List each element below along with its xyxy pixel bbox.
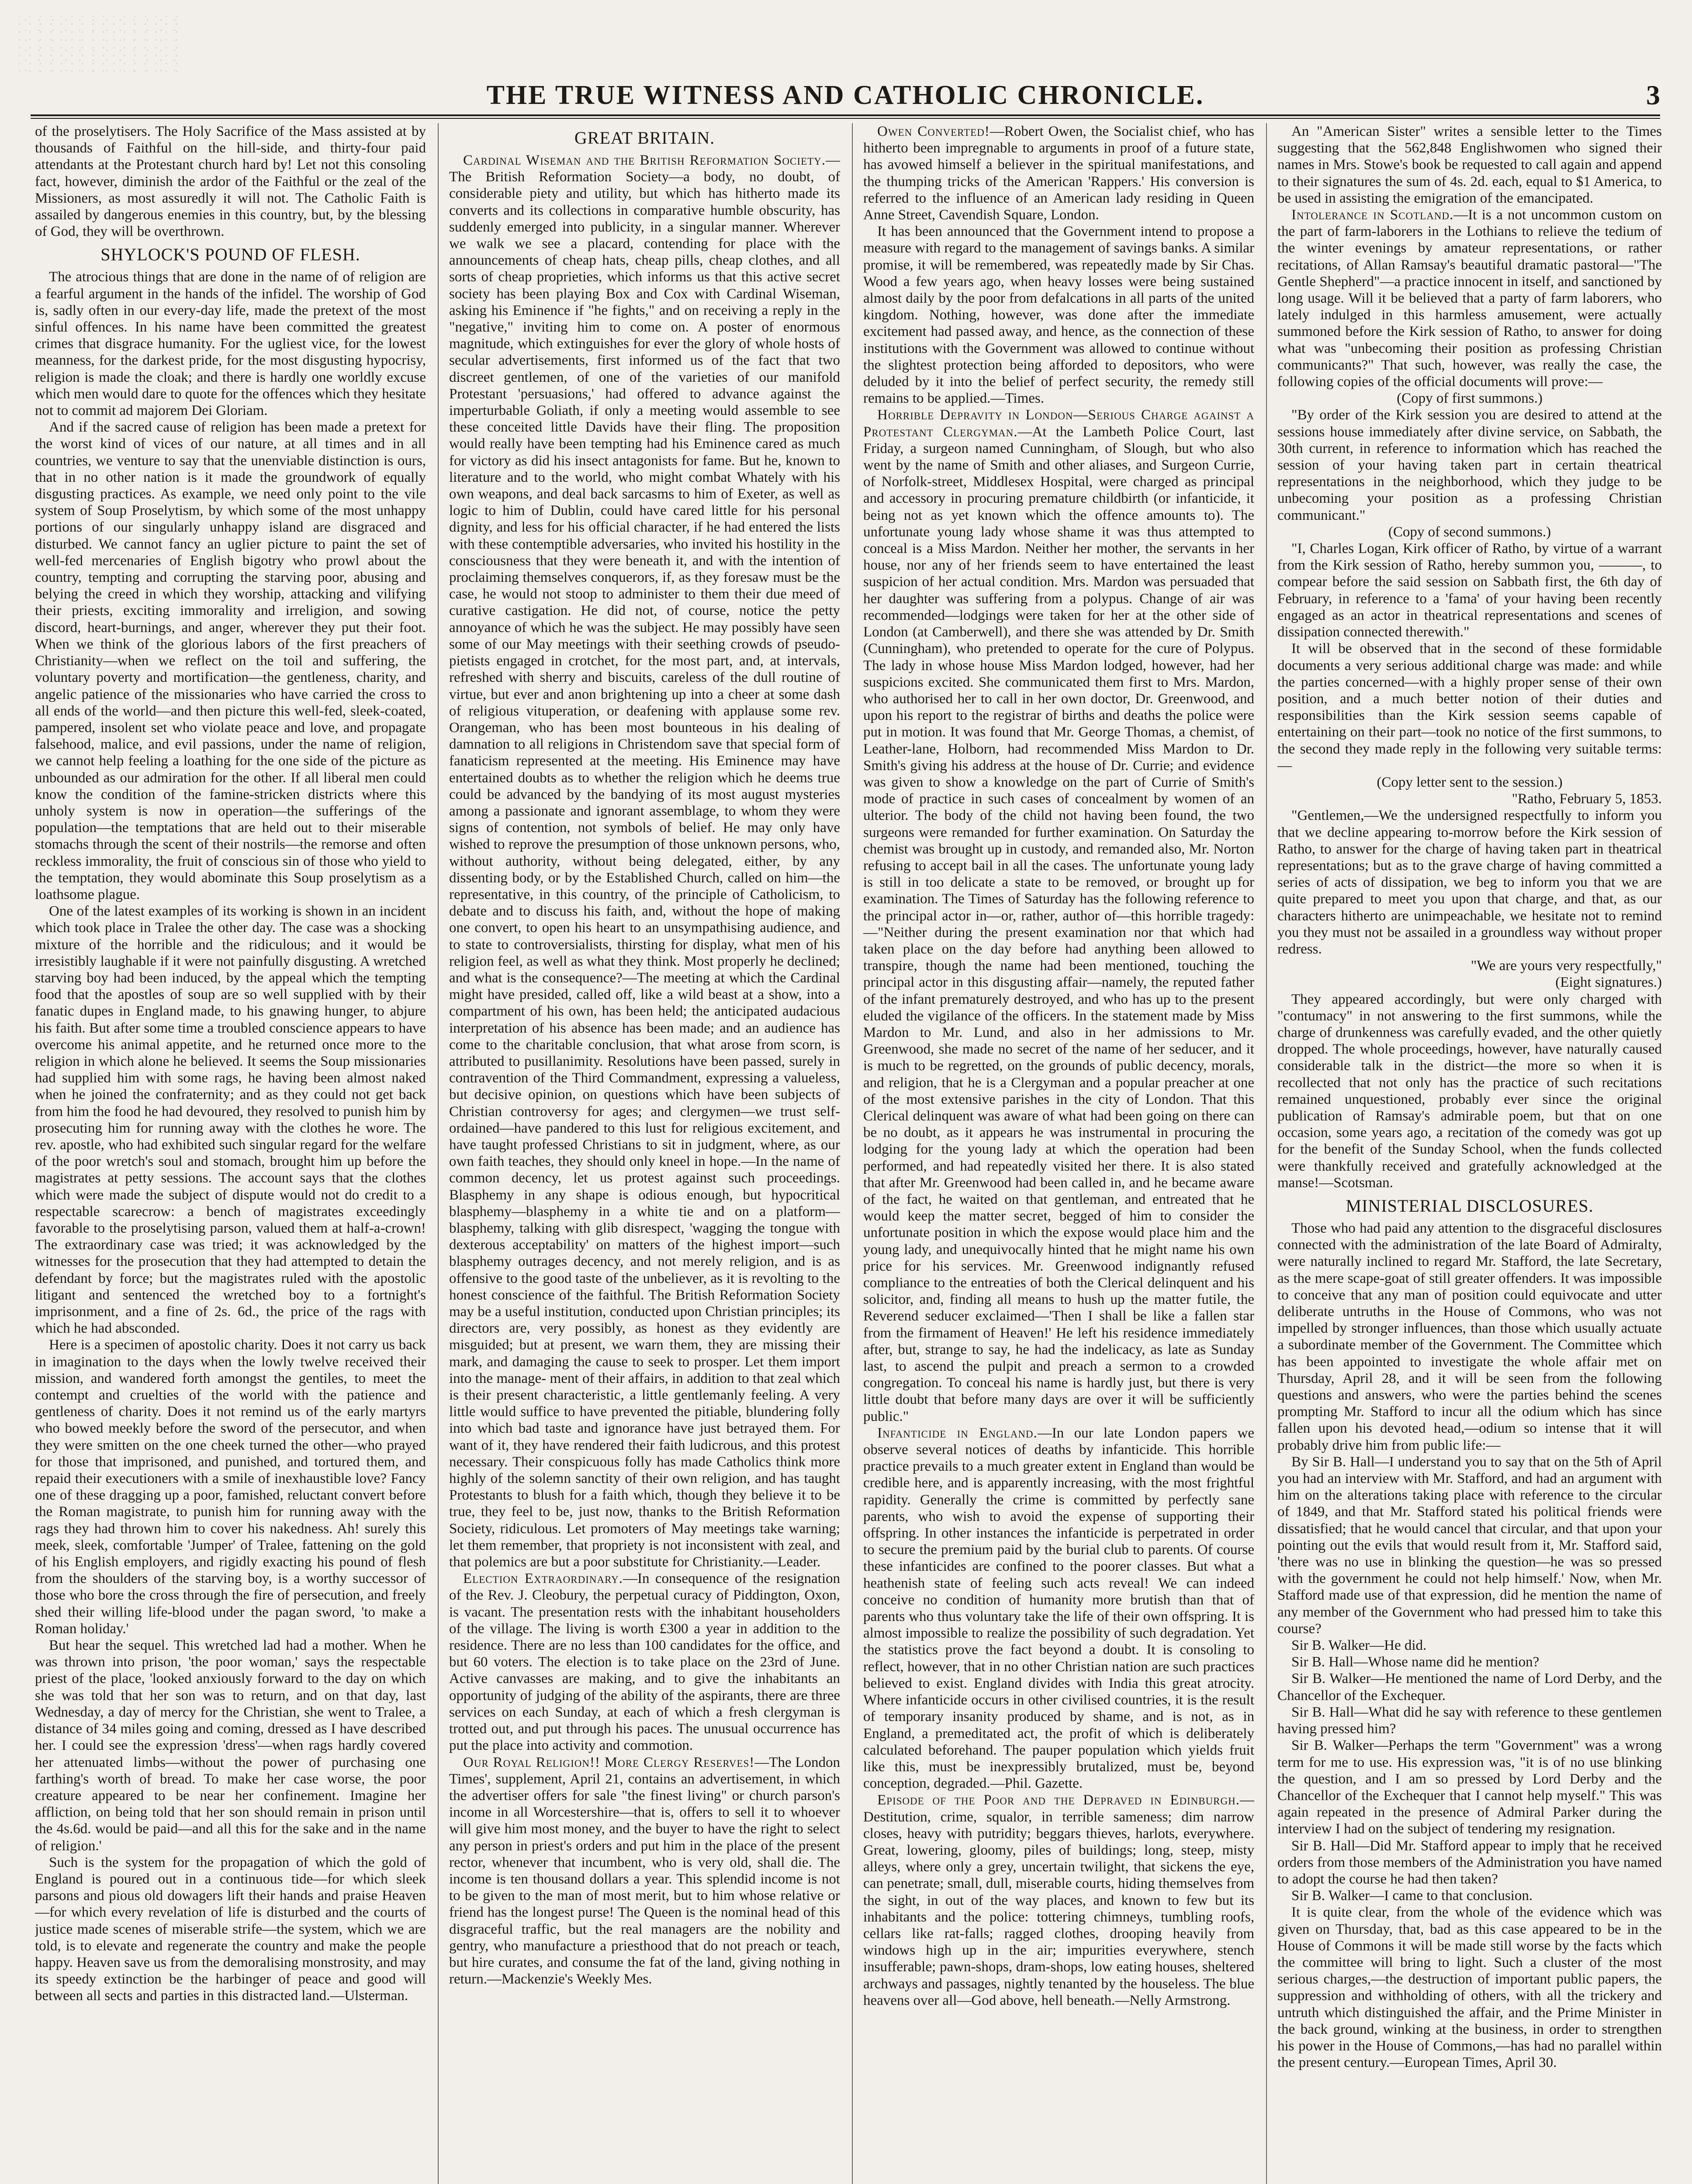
- testimony-line: Sir B. Walker—He did.: [1291, 1638, 1427, 1654]
- scan-speckle: [17, 13, 183, 74]
- paragraph: The atrocious things that are done in the name of of religion are a fearful argument in the hands of the infidel. The worship of God is, sadly often in our every-day life, made the pretext of the most sinful offences. In his name have been committed the greatest crimes that disgrace humanity. For the ugliest vice, for the lowest meanness, for the darkest pride, for the most disgusting hypocrisy, religion is made the cloak; and there is hardly one worldly excuse which men would dare to quote for the offences which they hesitate not to commit ad majorem Dei Gloriam.: [35, 269, 426, 419]
- column-divider: [1266, 123, 1267, 2184]
- testimony-line: Sir B. Walker—Perhaps the term "Government" was a wrong term for me to use. His expression was, "it is of no use blinking the question, and I am so pressed by Lord Derby and the Chancellor of the Exchequer that I cannot help myself." This was again repeated in the presence of Admiral Parker during the interview I had on the subject of tendering my resignation.: [1277, 1738, 1662, 1837]
- testimony-line: By Sir B. Hall—I understand you to say that on the 5th of April you had an interview with Mr. Stafford, and had an argument with him on the alterations taking place with reference to the circular of 1849, and that Mr. Stafford stated his political friends were dissatisfied; that he would cancel that circular, and that upon your pointing out the evils that would result from it, Mr. Stafford said, 'there was no use in blinking the question—he was so pressed with the government he could not help himself.' Now, when Mr. Stafford made use of that expression, did he mention the name of any member of the Government who had pressed him to take this course?: [1277, 1454, 1662, 1637]
- item-lead: Our Royal Religion!! More Clergy Reserves!: [463, 1754, 755, 1770]
- item-text: —Destitution, crime, squalor, in terrible sameness; dim narrow closes, heavy with putridity; beggars thieves, harlots, everywhere. Great, lowering, gloomy, piles of buildings; long, steep, misty alleys, where only a grey, uncertain twilight, that sickens the eye, can penetrate; small, dull, miserable courts, hiding themselves from the sight, in out of the way places, and known to few but its inhabitants and the police: tottering chimneys, tumbling roofs, cellars like rat-falls; ragged clothes, drooping heavily from windows high up in the air; impurities everywhere, stench insufferable; pawn-shops, dram-shops, low eating houses, sheltered archways and passages, nightly tenanted by the houseless. The blue heavens over all—God above, hell beneath.—Nelly Armstrong.: [863, 1792, 1254, 2008]
- paragraph: But hear the sequel. This wretched lad had a mother. When he was thrown into prison, 'the poor woman,' says the respectable priest of the place, 'looked anxiously forward to the day on which she was told that her son was to return, and on that day, last Wednesday, a day of mercy for the Christian, she went to Tralee, a distance of 34 miles going and coming, dressed as I have described her. I could see the expression 'dress'—when rags hardly covered her attenuated limbs—without the power of purchasing one farthing's worth of bread. To make her case worse, the poor creature appeared to be near her confinement. Imagine her affliction, on being told that her son should remain in prison until the 4s.6d. would be paid—and all this for the sake and in the name of religion.': [35, 1638, 426, 1854]
- paragraph: [863, 123, 1254, 223]
- quoted-document: "Gentlemen,—We the undersigned respectfully to inform you that we decline appearing to-morrow before the Kirk session of Ratho, to answer for the charge of having taken part in theatrical representations; but as to the grave charge of having committed a series of acts of dissipation, we beg to inform you that we are quite prepared to meet you upon that charge, and that, as our characters hitherto are unimpeachable, we hesitate not to remind you they must not be assailed in a groundless way without proper redress.: [1277, 808, 1662, 957]
- paragraph: Here is a specimen of apostolic charity. Does it not carry us back in imagination to the days when the lowly twelve received their mission, and wandered forth amongst the gentiles, to meet the contempt and cruelties of the world with the patience and gentleness of charity. Does it not remind us of the early martyrs who bowed meekly before the sword of the persecutor, and when they were smitten on the one cheek turned the other—who prayed for those that imprisoned, and punished, and tortured them, and repaid their executioners with a smile of inexhaustible love? Fancy one of these dragging up a poor, famished, reluctant convert before the Roman magistrate, to punish him for running away with the rags they had thrown him to cover his nakedness. Ah! surely this meek, sleek, comfortable 'Jumper' of Tralee, fattening on the gold of his English employers, and rigidly exacting his pound of flesh from the shoulders of the starving boy, is a worthy successor of those who bore the cross through the fire of persecution, and freely shed their willing life-blood under the pagan sword, 'to make a Roman holiday.': [35, 1337, 426, 1637]
- item-lead: Cardinal Wiseman and the British Reformation Society.: [463, 152, 826, 168]
- masthead: [31, 78, 1660, 113]
- testimony-line: Sir B. Hall—Whose name did he mention?: [1291, 1654, 1540, 1670]
- article-headline: MINISTERIAL DISCLOSURES.: [1346, 1196, 1594, 1216]
- item-text: —Robert Owen, the Socialist chief, who has hitherto been impregnable to arguments in proof of a future state, has avowed himself a believer in the spiritual manifestations, and the thumping tricks of the American 'Rappers.' His conversion is referred to the influence of an American lady residing in Queen Anne Street, Cavendish Square, London.: [863, 124, 1254, 223]
- paragraph: An "American Sister" writes a sensible letter to the Times suggesting that the 562,848 Englishwomen who signed their names in Mrs. Stowe's book be requested to call again and append to their signatures the sum of 4s. 2d. each, equal to $1 America, to be used in assisting the emigration of the emancipated.: [1277, 124, 1662, 206]
- document-caption: (Copy of first summons.): [1397, 390, 1543, 407]
- article-headline: SHYLOCK'S POUND OF FLESH.: [100, 245, 360, 265]
- item-text: —In consequence of the resignation of the Rev. J. Cleobury, the perpetual curacy of Piddington, Oxon, is vacant. The presentation rests with the inhabitant householders of the village. The living is worth £300 a year in addition to the residence. There are no less than 100 candidates for the office, and but 60 voters. The election is to take place on the 23rd of June. Active canvasses are making, and to give the inhabitants an opportunity of judging of the ability of the aspirants, there are three services on each Sunday, at each of which a fresh clergyman is trotted out, and put through his paces. The unusual occurrence has put the place into activity and commotion.: [449, 1571, 840, 1754]
- paragraph: Such is the system for the propagation of which the gold of England is poured out in a continuous tide—for which sleek parsons and pious old dowagers lift their hands and praise Heaven—for which every revelation of life is disturbed and the courts of justice made scenes of miserable strife—the system, which we are told, is to elevate and regenerate the country and make the people happy. Heaven save us from the demoralising monstrosity, and may its speedy extinction be the harbinger of peace and good will between all sects and parties in this distracted land.—Ulsterman.: [35, 1854, 426, 2004]
- testimony-line: Sir B. Hall—What did he say with reference to these gentlemen having pressed him?: [1277, 1704, 1662, 1737]
- newspaper-title: THE TRUE WITNESS AND CATHOLIC CHRONICLE.: [486, 80, 1204, 110]
- paragraph: [449, 1754, 840, 1988]
- paragraph: of the proselytisers. The Holy Sacrifice of the Mass assisted at by thousands of Faithful on the hill-side, and thirty-four paid attendants at the Protestant church hard by! Let not this consoling fact, however, diminish the ardor of the Faithful or the zeal of the Missioners, as most assuredly it will not. The Catholic Faith is assailed by dangerous enemies in this country, but, by the blessing of God, they will be overthrown.: [35, 124, 426, 240]
- column-divider: [852, 123, 853, 2184]
- paragraph: [449, 1570, 840, 1754]
- paragraph: It has been announced that the Government intend to propose a measure with regard to the management of savings banks. A similar promise, it will be remembered, was repeatedly made by Sir Chas. Wood a few years ago, when heavy losses were being sustained almost daily by the poor from defalcations in all parts of the united kingdom. Nothing, however, was done after the immediate excitement had passed away, and hence, as the connection of these institutions with the Government was allowed to continue without the slightest protection being afforded to depositors, who were deluded by it into the belief of perfect security, the remedy still remains to be applied.—Times.: [863, 224, 1254, 407]
- paragraph: [863, 1792, 1254, 2009]
- letter-signatures: (Eight signatures.): [1555, 975, 1662, 991]
- column-2: [449, 123, 840, 2184]
- item-lead: Episode of the Poor and the Depraved in Edinburgh.: [877, 1792, 1240, 1808]
- item-lead: Intolerance in Scotland.: [1291, 207, 1454, 223]
- item-text: —It is a not uncommon custom on the part of farm-laborers in the Lothians to relieve the tedium of the winter evenings by amateur representations, or rather recitations, of Allan Ramsay's beautiful dramatic pastoral—"The Gentle Shepherd"—a practice innocent in itself, and sanctioned by long usage. Will it be believed that a party of farm laborers, who lately indulged in this harmless amusement, were actually summoned before the Kirk session of Ratho, to answer for doing what was "unbecoming their position as professing Christian communicants?" That such, however, was really the case, the following copies of the official documents will prove:—: [1277, 207, 1662, 390]
- paragraph: And if the sacred cause of religion has been made a pretext for the worst kind of vices of our nature, at all times and in all countries, we venture to say that the unenviable distinction is ours, that in no other nation is it made the groundwork of equally disgusting practices. As example, we need only point to the vile system of Soup Proselytism, by which some of the most unhappy portions of our singularly unhappy island are disgraced and disturbed. We cannot fancy an uglier picture to paint the set of well-fed mercenaries of English bigotry who prowl about the country, tempting and corrupting the starving poor, abusing and belying the creed in which they worship, attacking and vilifying their priests, exciting immorality and irreligion, and sowing discord, heart-burnings, and anger, wherever they put their foot. When we think of the glorious labors of the first preachers of Christianity—when we reflect on the toil and suffering, the voluntary poverty and mortification—the gentleness, charity, and angelic patience of the missionaries who have carried the cross to all ends of the world—and then picture this well-fed, sleek-coated, pampered, insolent set who violate peace and love, and propagate falsehood, malice, and evil passions, under the name of religion, we cannot help feeling a loathing for the one side of the picture as unbounded as our admiration for the other. If all liberal men could know the condition of the famine-stricken districts where this unholy system is now in operation—the sufferings of the population—the temptations that are held out to their miserable stomachs through the scent of their nostrils—the remorse and often reckless immorality, the fruit of conscious sin of those who yield to the temptation, they would abominate this Soup proselytism as a loathsome plague.: [35, 419, 426, 902]
- testimony-line: Sir B. Hall—Did Mr. Stafford appear to imply that he received orders from those members of the Administration you have named to adopt the course he had then taken?: [1277, 1838, 1662, 1887]
- column-4: [1277, 123, 1662, 2184]
- column-1: [35, 123, 426, 2184]
- section-headline: GREAT BRITAIN.: [574, 128, 715, 148]
- letter-closing: "We are yours very respectfully,": [1471, 958, 1662, 974]
- page-number: 3: [1646, 79, 1660, 111]
- paragraph: One of the latest examples of its working is shown in an incident which took place in Tralee the other day. The case was a shocking mixture of the horrible and the ridiculous; and it would be irresistibly laughable if it were not painfully disgusting. A wretched starving boy had been induced, by the appeal which the tempting food that the apostles of soup are so well supplied with by their fanatic dupes in England made, to his gnawing hunger, to abjure his faith. But after some time a troubled conscience appears to have overcome his animal appetite, and he returned once more to the religion in which alone he believed. It seems the Soup missionaries had supplied him with some rags, he having been almost naked when he joined the confraternity; and as they could not get back from him the food he had devoured, they resolved to punish him by prosecuting him for running away with the clothes he wore. The rev. apostle, who had exhibited such singular regard for the welfare of the poor wretch's soul and stomach, brought him up before the magistrates at petty sessions. The account says that the clothes which were made the subject of dispute would not do credit to a respectable scarecrow: a bench of magistrates exceedingly favorable to the proselytising parson, valued them at half-a-crown! The extraordinary case was tried; it was acknowledged by the witnesses for the prosecution that they had attempted to detain the defendant by force; but the magistrates ruled with the apostolic litigant and sentenced the wretched boy to a fortnight's imprisonment, and a fine of 2s. 6d., the price of the rags with which he had absconded.: [35, 903, 426, 1337]
- testimony-line: Sir B. Walker—He mentioned the name of Lord Derby, and the Chancellor of the Exchequer.: [1277, 1671, 1662, 1704]
- letter-date: "Ratho, February 5, 1853.: [1512, 791, 1662, 807]
- paragraph: They appeared accordingly, but were only charged with "contumacy" in not answering to the first summons, while the charge of drunkenness was carefully evaded, and the other quietly dropped. The whole proceedings, however, have naturally caused considerable talk in the district—the more so when it is recollected that not only has the practice of such recitations remained unquestioned, probably ever since the original publication of Ramsay's admirable poem, but that on one occasion, some years ago, a recitation of the comedy was got up for the benefit of the Sunday School, when the funds collected were thankfully received and gratefully acknowledged at the manse!—Scotsman.: [1277, 991, 1662, 1191]
- item-text: —At the Lambeth Police Court, last Friday, a surgeon named Cunningham, of Slough, but who also went by the name of Smith and other aliases, and Surgeon Currie, of Norfolk-street, Middlesex Hospital, were charged as principal and accessory in procuring premature childbirth (or infanticide, it being not as yet known which the offence amounts to). The unfortunate young lady whose shame it was thus attempted to conceal is a Miss Mardon. Neither her mother, the servants in her house, nor any of her friends seem to have entertained the least suspicion of her actual condition. Mrs. Mardon was persuaded that her daughter was suffering from a polypus. Change of air was recommended—lodgings were taken for her at the other side of London (at Camberwell), and there she was attended by Dr. Smith (Cunningham), who pretended to operate for the cure of Polypus. The lady in whose house Miss Mardon lodged, however, had her suspicions excited. She communicated them first to Mrs. Mardon, who authorised her to call in her own doctor, Dr. Greenwood, and upon his report to the registrar of births and deaths the police were put in motion. It was found that Mr. George Thomas, a chemist, of Leather-lane, Holborn, had recommended Miss Mardon to Dr. Smith's giving his address at the house of Dr. Currie; and evidence was given to show a knowledge on the part of Currie of Smith's mode of practice in such cases of concealment by women of an ulterior. The body of the child not having been found, the two surgeons were remanded for further examination. On Saturday the chemist was brought up in custody, and remanded also, Mr. Norton refusing to accept bail in all the cases. The unfortunate young lady is still in too delicate a state to be removed, or brought up for examination. The Times of Saturday has the following reference to the principal actor in—or, rather, author of—this horrible tragedy:—"Neither during the present examination nor that which had taken place on the day before had anything been allowed to transpire, though the name had been mentioned, touching the principal actor in this disgusting affair—namely, the reputed father of the infant prematurely destroyed, and who has up to the present eluded the vigilance of the officers. In the statement made by Miss Mardon to Mr. Lund, and also in her admissions to Mr. Greenwood, she made no secret of the name of her seducer, and it is much to be regretted, on the grounds of public decency, morals, and religion, that he is a Clergyman and a popular preacher at one of the most extensive parishes in the city of London. That this Clerical delinquent was aware of what had been going on there can be no doubt, as it appears he was instrumental in procuring the lodging for the young lady at which the operation had been performed, and had repeatedly visited her there. It is also stated that after Mr. Greenwood had been called in, and he became aware of the fact, he waited on that gentleman, and entreated that he would keep the matter secret, begged of him to consider the unfortunate position in which the expose would place him and the young lady, and unequivocally hinted that he might name his own price for his services. Mr. Greenwood indignantly refused compliance to the entreaties of both the Clerical delinquent and his solicitor, and, finding all means to hush up the matter futile, the Reverend seducer exclaimed—'Then I shall be like a fallen star from the firmament of Heaven!' He left his residence immediately after, but, strange to say, he had the indelicacy, as late as Sunday last, to ascend the pulpit and preach a sermon to a crowded congregation. To conceal his name is hardly just, but there is very little doubt that before many days are over it will be sufficiently public.": [863, 424, 1254, 1424]
- column-3: [863, 123, 1254, 2184]
- paragraph: It will be observed that in the second of these formidable documents a very serious additional charge was made: and while the parties concerned—with a highly proper sense of their own position, and a much better notion of their duties and responsibilities than the Kirk session seems capable of entertaining on their part—took no notice of the first summons, to the second they made reply in the following very suitable terms:—: [1277, 641, 1662, 774]
- paragraph: [449, 152, 840, 1570]
- quoted-document: "I, Charles Logan, Kirk officer of Ratho, by virtue of a warrant from the Kirk session of Ratho, hereby summon you, ———, to compear before the said session on Sabbath first, the 6th day of February, in reference to a 'fama' of your having been recently engaged as an actor in theatrical representations and scenes of dissipation connected therewith.": [1277, 541, 1662, 640]
- masthead-rule: [31, 114, 1660, 116]
- paragraph: [863, 407, 1254, 1424]
- paragraph: Those who had paid any attention to the disgraceful disclosures connected with the administration of the late Board of Admiralty, were naturally inclined to regard Mr. Stafford, the late Secretary, as the mere scape-goat of still greater offenders. It was impossible to conceive that any man of position could equivocate and utter deliberate untruths in the House of Commons, who was not impelled by stronger influences, than those which usually actuate a subordinate member of the Government. The Committee which has been appointed to investigate the whole affair met on Thursday, April 28, and it will be seen from the following questions and answers, who were the parties behind the scenes prompting Mr. Stafford to incur all the odium which has since fallen upon his devoted head,—odium so intense that it will probably drive him from public life:—: [1277, 1220, 1662, 1453]
- item-lead: Horrible Depravity in London—Serious Charge against a Protestant Clergyman.: [863, 407, 1254, 440]
- item-text: —The London Times', supplement, April 21, contains an advertisement, in which the advertiser offers for sale "the finest living" or church parson's income in all Worcestershire—that is, offers to sell it to whoever will give him most money, and the buyer to have the right to select any person in priest's orders and put him in the place of the present rector, whenever that incumbent, who is very old, shall die. The income is ten thousand dollars a year. This splendid income is not to be given to the man of most merit, but to him whose relative or friend has the longest purse! The Queen is the nominal head of this disgraceful traffic, but the real managers are the nobility and gentry, who manufacture a priesthood that do not preach or teach, but hire curates, and consume the fat of the land, giving nothing in return.—Mackenzie's Weekly Mes.: [449, 1754, 840, 1987]
- document-caption: (Copy of second summons.): [1388, 524, 1551, 540]
- quoted-document: "By order of the Kirk session you are desired to attend at the sessions house immediately after divine service, on Sabbath, the 30th current, in reference to information which has reached the session of your having taken part in certain theatrical representations in the neighborhood, which they judge to be unbecoming your position as a professing Christian communicant.": [1277, 407, 1662, 523]
- item-lead: Owen Converted!: [877, 124, 990, 139]
- column-divider: [438, 123, 439, 2184]
- masthead-rule-thin: [31, 118, 1660, 119]
- item-text: —The British Reformation Society—a body, no doubt, of considerable piety and utility, but which has hitherto made its converts and its collections in comparative humble obscurity, has suddenly emerged into publicity, in a singular manner. Wherever we walk we see a placard, contending for place with the announcements of cheap hats, cheap pills, cheap clothes, and all sorts of cheap proprieties, which informs us that this active secret society has been playing Box and Cox with Cardinal Wiseman, asking his Eminence if "he fights," and on receiving a reply in the "negative," inviting him to come on. A poster of enormous magnitude, which extinguishes for ever the glory of whole hosts of secular advertisements, first informed us of the fact that two discreet gentlemen, of one of the varieties of our manifold Protestant 'persuasions,' had offered to advance against the imperturbable Goliath, if only a meeting would assemble to see these conceited little Davids have their fling. The proposition would really have been tempting had his Eminence cared as much for victory as did his insect antagonists for fame. But he, known to literature and to the world, who might combat Whately with his own weapons, and deal back sarcasms to him of Exeter, as well as logic to him of Dublin, could have cared little for his personal dignity, and less for his official character, if he had entered the lists with these contemptible adversaries, who invited his hostility in the consciousness that they were beneath it, and with the intention of proclaiming themselves conquerors, if, as they foresaw must be the case, he would not stoop to administer to them their due meed of curative castigation. He did not, of course, notice the petty annoyance of which he was the subject. He may possibly have seen some of our May meetings with their seething crowds of pseudo-pietists engaged in crotchet, for the most part, and, at intervals, refreshed with sherry and biscuits, careless of the dull routine of virtue, but ever and anon brightening up into a cheer at some dash of religious vituperation, or deafening with applause some rev. Orangeman, who has been most bounteous in his dealing of damnation to all religions in Christendom save that special form of fanaticism represented at the meeting. His Eminence may have entertained doubts as to whether the religion which he deems true could be advanced by the bandying of its most august mysteries among a passionate and ignorant assemblage, to whom they were signs of contention, not symbols of belief. He may only have wished to reprove the presumption of those unknown persons, who, without authority, without being delegated, either, by any dissenting body, or by the Established Church, called on him—the representative, in this country, of the principle of Catholicism, to debate and to discuss his faith, and, without the hope of making one convert, to open his heart to an unsympathising audience, and to state to controversialists, thirsting for display, what men of his religion feel, as well as what they think. Most properly he declined; and what is the consequence?—The meeting at which the Cardinal might have presided, called off, like a wild beast at a show, into a compartment of his own, has been held; the anticipated audacious interpretation of his absence has been made; and an audience has come to the charitable conclusion, that what arose from scorn, is attributed to pusillanimity. Resolutions have been passed, surely in contravention of the Third Commandment, expressing a valueless, but decisive opinion, on questions which have been subjects of Christian controversy for ages; and clergymen—we trust self-ordained—have pandered to this lust for religious excitement, and have taught professed Christians to sit in judgment, where, as our own faith teaches, they should only kneel in hope.—In the name of common decency, let us protest against such proceedings. Blasphemy in any shape is odious enough, but hypocritical blasphemy—blasphemy in a white tie and on a platform—blasphemy, talking with glib disrespect, 'wagging the tongue with dexterous acceptability' on matters of the highest import—such blasphemy outrages decency, and not merely religion, and is as offensive to the good taste of the unbeliever, as it is revolting to the honest conscience of the faithful. The British Reformation Society may be a useful institution, conducted upon Christian principles; its directors are, very possibly, as honest as they evidently are misguided; but at present, we warn them, they are missing their mark, and damaging the cause to seek to prosper. Let them import into the manage- ment of their affairs, in addition to that zeal which is their present characteristic, a little gentlemanly feeling. A very little would suffice to have prevented the pitiable, blundering folly into which bad taste and ignorance have just betrayed them. For want of it, they have rendered their faith ludicrous, and this protest necessary. Their conspicuous folly has made Catholics think more highly of the solemn sanctity of their own religion, and has taught Protestants to blush for a faith which, though they believe it to be true, they feel to be, just now, thanks to the British Reformation Society, ridiculous. Let promoters of May meetings take warning; let them remember, that propriety is not inconsistent with zeal, and that polemics are but a poor substitute for Christianity.—Leader.: [449, 152, 840, 1570]
- testimony-line: Sir B. Walker—I came to that conclusion.: [1291, 1888, 1533, 1904]
- item-text: —In our late London papers we observe several notices of deaths by infanticide. This horrible practice prevails to a much greater extent in England than would be credible here, and is apparently increasing, with the most frightful rapidity. Generally the crime is committed by perfectly sane parents, who wish to avoid the expense of supporting their offspring. In other instances the infanticide is perpetrated in order to secure the premium paid by the burial club to parents. Of course these infanticides are confined to the poorer classes. But what a heathenish state of feeling such acts reveal! We can indeed conceive no condition of humanity more brutish than that of parents who thus voluntary take the life of their own offspring. It is almost impossible to realize the possibility of such degradation. Yet the statistics prove the fact beyond a doubt. It is consoling to reflect, however, that in no other Christian nation are such practices believed to exist. England divides with India this great atrocity. Where infanticide occurs in other civilised countries, it is the result of temporary insanity produced by shame, and is not, as in England, a premeditated act, the profit of which is deliberately calculated beforehand. The pauper population which yields fruit like this, must be inexpressibly brutalized, must be, beyond conception, degraded.—Phil. Gazette.: [863, 1425, 1254, 1792]
- paragraph: [1277, 207, 1662, 390]
- paragraph: [863, 1425, 1254, 1792]
- item-lead: Election Extraordinary.: [463, 1571, 623, 1587]
- paragraph: It is quite clear, from the whole of the evidence which was given on Thursday, that, bad as this case appeared to be in the House of Commons it will be made still worse by the facts which the committee will bring to light. Such a cluster of the most serious charges,—the destruction of important public papers, the suppression and withholding of others, with all the trickery and untruth which distinguished the affair, and the Prime Minister in the back ground, winking at the business, in order to strengthen his power in the House of Commons,—has had no parallel within the present century.—European Times, April 30.: [1277, 1904, 1662, 2071]
- document-caption: (Copy letter sent to the session.): [1377, 774, 1563, 790]
- item-lead: Infanticide in England.: [877, 1425, 1038, 1441]
